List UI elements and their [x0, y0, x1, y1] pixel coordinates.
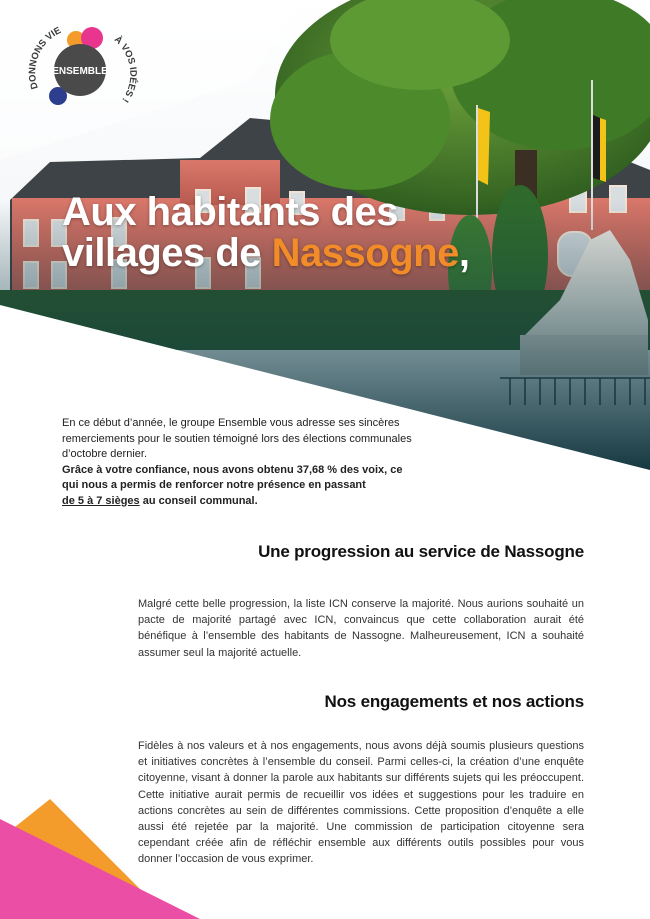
intro-seats: de 5 à 7 sièges [62, 494, 140, 507]
title-line-2: villages de [62, 231, 272, 275]
section-progression-title: Une progression au service de Nassogne [258, 542, 584, 561]
section-engagements-title: Nos engagements et nos actions [324, 692, 584, 711]
svg-text:À VOS IDÉES ! [112, 34, 138, 104]
intro-paragraph: En ce début d’année, le groupe Ensemble vous adresse ses sincères remerciements pour le soutien témoigné lors des élections communales d’octobre dernier. [62, 417, 412, 460]
intro-bold-end: au conseil communal. [139, 494, 258, 507]
title-accent: Nassogne [271, 231, 459, 275]
intro-block [62, 416, 422, 509]
ensemble-logo-graphic [22, 18, 142, 118]
logo-arc-left: DONNONS VIE [27, 25, 63, 91]
logo-arc-right: À VOS IDÉES ! [111, 34, 139, 105]
intro-bold-text: Grâce à votre confiance, nous avons obtenu 37,68 % des voix, ce qui nous a permis de renforcer notre présence en passant [62, 463, 403, 491]
title-suffix: , [458, 231, 470, 275]
section-progression-text: Malgré cette belle progression, la liste ICN conserve la majorité. Nous aurions souhaité un pacte de majorité partagé avec ICN, convaincus que cette collaboration aurait été bénéfique à l’ensemble des habitants de Nassogne. Malheureusement, ICN a souhaité assumer seul la majorité actuelle. [138, 598, 584, 659]
section-engagements-text: Fidèles à nos valeurs et à nos engagements, nous avons déjà soumis plusieurs questions et initiatives concrètes à l’ensemble du conseil. Parmi celles-ci, la création d’une enquête citoyenne, visant à donner la parole aux habitants sur différents sujets qui les préoccupent. Cette initiative aurait permis de recueillir vos idées et suggestions pour les traduire en actions concrètes au sein de différentes commissions. Cette proposition d’enquête a elle aussi été rejetée par la majorité. Une commission de participation citoyenne sera cependant créée afin de réfléchir ensemble aux différents outils possibles pour vous donner l’occasion de vous exprimer. [138, 740, 584, 866]
corner-decoration [0, 799, 200, 919]
page-title [62, 192, 469, 274]
intro-bold [62, 463, 422, 510]
title-line-1: Aux habitants des [62, 190, 399, 234]
ensemble-logo [22, 18, 142, 118]
logo-center-text: ENSEMBLE [52, 66, 108, 77]
